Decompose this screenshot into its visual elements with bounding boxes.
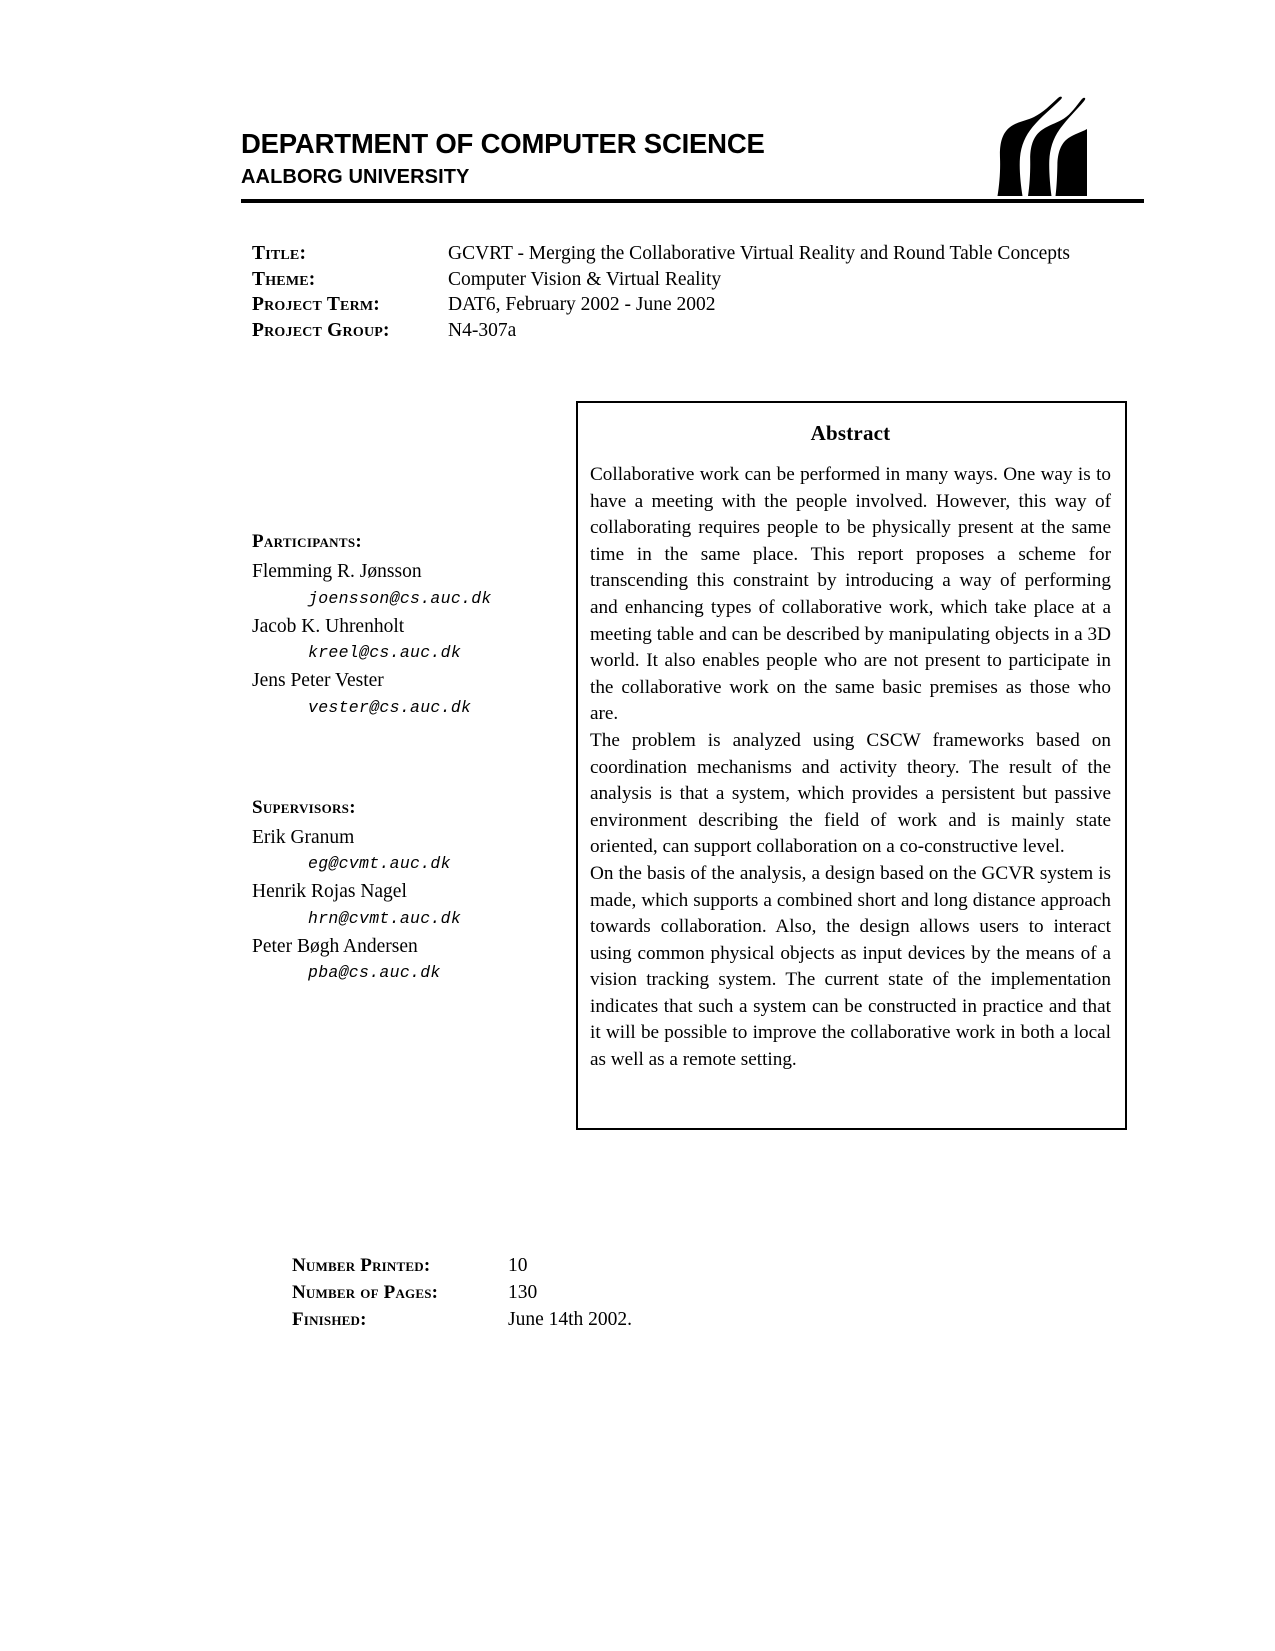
abstract-content: [578, 403, 1125, 1074]
metadata-row-theme: [252, 269, 1152, 295]
footer-row-number-printed: [292, 1255, 892, 1282]
publication-details: [292, 1255, 892, 1336]
participants-section: [252, 531, 552, 717]
page-header: [241, 96, 1144, 206]
metadata-value: GCVRT - Merging the Collaborative Virtual Reality and Round Table Concepts: [448, 243, 1071, 264]
footer-value: 10: [508, 1255, 528, 1276]
metadata-value: DAT6, February 2002 - June 2002: [448, 294, 716, 315]
metadata-label: Project Group:: [252, 319, 390, 341]
person-name: Erik Granum: [252, 826, 355, 848]
aalborg-university-logo-icon: [955, 96, 1087, 196]
footer-label: Number Printed:: [292, 1255, 431, 1276]
people-column: [252, 531, 552, 982]
header-institution-text: [241, 130, 765, 187]
project-metadata: [252, 243, 1152, 345]
abstract-paragraph: The problem is analyzed using CSCW frameworks based on coordination mechanisms and activity theory. The result of the analysis is that a system, which provides a persistent but passive environment describing the field of work and is mainly state oriented, can support collaboration on a co-constructive level.: [590, 729, 1111, 858]
metadata-row-project-group: [252, 320, 1152, 346]
person-email: eg@cvmt.auc.dk: [308, 854, 451, 873]
footer-value: 130: [508, 1282, 538, 1303]
footer-row-number-of-pages: [292, 1282, 892, 1309]
footer-label: Finished:: [292, 1309, 367, 1330]
metadata-row-project-term: [252, 294, 1152, 320]
person-email: joensson@cs.auc.dk: [308, 588, 492, 608]
abstract-title: Abstract: [810, 421, 891, 445]
person-email: kreel@cs.auc.dk: [308, 643, 462, 662]
person-name: Henrik Rojas Nagel: [252, 881, 407, 902]
department-name: DEPARTMENT OF COMPUTER SCIENCE: [241, 128, 765, 159]
person-name: Jens Peter Vester: [252, 670, 384, 691]
list-item: [252, 937, 552, 983]
person-name: Jacob K. Uhrenholt: [252, 615, 405, 637]
metadata-label: Title:: [252, 243, 307, 264]
metadata-label: Theme:: [252, 268, 316, 290]
list-item: [252, 562, 552, 608]
supervisors-heading: Supervisors:: [252, 796, 356, 818]
list-item: [252, 828, 552, 874]
list-item: [252, 671, 552, 717]
abstract-box: [576, 401, 1127, 1130]
supervisors-section: [252, 797, 552, 983]
footer-row-finished: [292, 1309, 892, 1336]
abstract-paragraph: Collaborative work can be performed in many ways. One way is to have a meeting with the people involved. However, this way of collaborating requires people to be physically present at the same time in the same place. This report proposes a scheme for transcending this constraint by introducing a way of performing and enhancing types of collaborative work, which take place at a meeting table and can be described by manipulating objects in a 3D world. It also enables people who are not present to participate in the collaborative work on the same basic premises as those who are.: [590, 464, 1111, 725]
list-item: [252, 882, 552, 928]
metadata-label: Project Term:: [252, 294, 380, 315]
abstract-paragraph: On the basis of the analysis, a design based on the GCVR system is made, which supports a combined short and long distance approach towards collaboration. Also, the design allows users to interact using common physical objects as input devices by the means of a vision tracking system. The current state of the implementation indicates that such a system can be constructed in practice and that it will be possible to improve the collaborative work in both a local as well as a remote setting.: [590, 862, 1111, 1071]
person-name: Flemming R. Jønsson: [252, 561, 422, 582]
footer-label: Number of Pages:: [292, 1282, 439, 1303]
person-email: pba@cs.auc.dk: [308, 963, 441, 982]
list-item: [252, 617, 552, 663]
person-email: hrn@cvmt.auc.dk: [308, 908, 462, 928]
section-spacer: [252, 717, 552, 797]
person-name: Peter Bøgh Andersen: [252, 935, 418, 957]
footer-value: June 14th 2002.: [508, 1309, 633, 1330]
participants-heading: Participants:: [252, 531, 362, 552]
metadata-value: Computer Vision & Virtual Reality: [448, 268, 722, 290]
person-email: vester@cs.auc.dk: [308, 697, 472, 717]
metadata-value: N4-307a: [448, 319, 517, 341]
metadata-row-title: [252, 243, 1152, 269]
header-divider: [241, 199, 1144, 203]
university-name: AALBORG UNIVERSITY: [241, 165, 470, 188]
